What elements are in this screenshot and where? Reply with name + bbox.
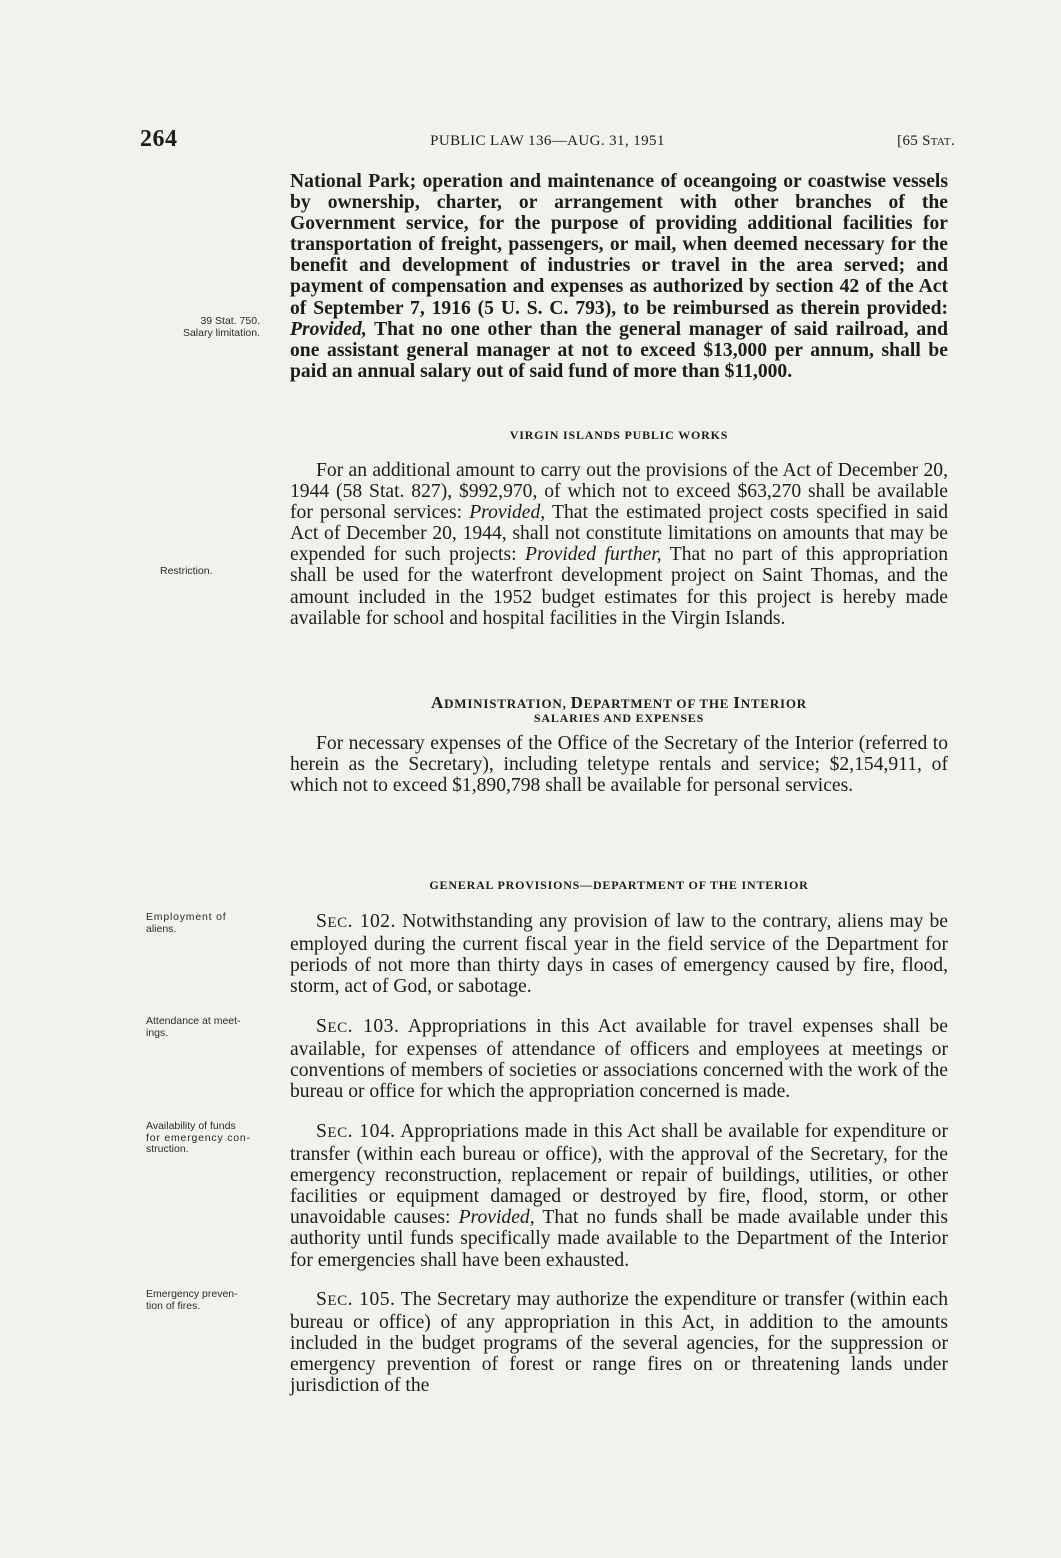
para1-italic: Provided,	[290, 318, 367, 340]
para1-part1: National Park; operation and maintenance of oceangoing or coastwise vessels by ownership, charter, or arrangement with other branches of the Government service, for the purpose of providing additional facilities for transportation of freight, passengers, or mail, when deemed necessary for the benefit and development of industries or travel in the area served; and payment of compensation and expenses as authorized by section 42 of the Act of September 7, 1916 (5 U. S. C. 793), to be reimbursed as therein provided:	[290, 171, 948, 319]
paragraph-secretary-office: For necessary expenses of the Office of the Secretary of the Interior (referred to herein as the Secretary), including teletype rentals and service; $2,154,911, of which not to exceed $1,890,798 shall be available for personal services.	[290, 733, 948, 797]
section-heading-general-provisions: GENERAL PROVISIONS—DEPARTMENT OF THE INTERIOR	[429, 878, 809, 892]
section-103: SEC. 103. Appropriations in this Act available for travel expenses shall be available, for expenses of attendance of officers and employees at meetings or conventions of members of societies or associations concerned with the work of the bureau or office for which the appropriation concerned is made.	[290, 1016, 948, 1103]
stat-ref-prefix: [65 S	[897, 133, 931, 149]
para1-part2: That no one other than the general manager of said railroad, and one assistant general manager at not to exceed $13,000 per annum, shall be paid an annual salary out of said fund of more than $11,000.	[290, 318, 948, 382]
para2-part3: That no part of this appropriation shall be used for the waterfront development project on Saint Thomas, and the amount included in the 1952 budget estimates for this project is hereby made available for school and hospital facilities in the Virgin Islands.	[290, 544, 948, 629]
section-label: SEC. 105.	[316, 1289, 396, 1310]
page-number: 264	[140, 126, 178, 152]
margin-note-line: struction.	[146, 1143, 189, 1155]
statute-reference	[897, 133, 955, 150]
para2-part2: That the estimated project costs specified in said Act of December 20, 1944, shall not constitute limitations on amounts that may be expended for such projects:	[290, 502, 948, 566]
page-header	[140, 126, 955, 162]
margin-note-restriction: Restriction.	[160, 565, 213, 577]
para2-italic2: Provided further,	[525, 544, 662, 566]
section-label: SEC. 104.	[316, 1121, 396, 1142]
section-label: SEC. 102.	[316, 911, 396, 932]
margin-note-line: 39 Stat. 750.	[200, 315, 260, 327]
margin-note-line: for emergency con-	[146, 1131, 251, 1144]
running-title: PUBLIC LAW 136—AUG. 31, 1951	[430, 133, 665, 149]
margin-note-employment-aliens	[146, 912, 302, 935]
para2-italic1: Provided,	[469, 502, 546, 524]
section-102: SEC. 102. Notwithstanding any provision of law to the contrary, aliens may be employed during the current fiscal year in the field service of the Department for periods of not more than thirty days in cases of emergency caused by fire, flood, storm, act of God, or sabotage.	[290, 911, 948, 998]
margin-note-line: Employment of	[146, 911, 227, 923]
margin-note-line: Emergency preven-	[146, 1288, 238, 1300]
margin-note-line: Salary limitation.	[182, 326, 260, 339]
margin-note-line: ings.	[146, 1026, 169, 1039]
stat-ref-suffix: .	[950, 133, 955, 149]
margin-note-line: aliens.	[146, 922, 177, 935]
stat-ref-smallcap: TAT	[930, 136, 951, 148]
margin-note-emergency-prevention	[146, 1289, 302, 1312]
section-label: SEC. 103.	[316, 1016, 400, 1037]
paragraph-virgin-islands	[290, 460, 948, 629]
margin-note-salary-limitation	[130, 316, 260, 339]
para2-part1: For an additional amount to carry out the provisions of the Act of December 20, 1944 (58 Stat. 827), $992,970, of which not to exceed $63,270 shall be available for personal services:	[290, 460, 948, 524]
section-heading-administration: ADMINISTRATION, DEPARTMENT OF THE INTERIOR	[430, 693, 807, 712]
section-104: SEC. 104. Appropriations made in this Act shall be available for expenditure or transfer (within each bureau or office), with the approval of the Secretary, for the emergency reconstruction, replacement or repair of buildings, utilities, or other facilities or equipment damaged or destroyed by fire, flood, storm, or other unavoidable causes: Provided, That no funds shall be made available under this authority until funds specifically made available to the Department of the Interior for emergencies shall have been exhausted.	[290, 1121, 948, 1271]
section-105: SEC. 105. The Secretary may authorize the expenditure or transfer (within each bureau or office) of any appropriation in this Act, in addition to the amounts included in the budget programs of the several agencies, for the suppression or emergency prevention of forest or range fires on or threatening lands under jurisdiction of the	[290, 1289, 948, 1397]
margin-note-availability-funds	[146, 1121, 302, 1156]
margin-note-line: Availability of funds	[146, 1120, 236, 1132]
paragraph-railroad	[290, 171, 948, 382]
section-heading-virgin-islands: VIRGIN ISLANDS PUBLIC WORKS	[509, 428, 729, 442]
margin-note-line: tion of fires.	[146, 1299, 201, 1312]
margin-note-line: Attendance at meet-	[146, 1015, 241, 1027]
section-heading-salaries: SALARIES AND EXPENSES	[533, 711, 705, 725]
margin-note-attendance-meetings	[146, 1016, 302, 1039]
